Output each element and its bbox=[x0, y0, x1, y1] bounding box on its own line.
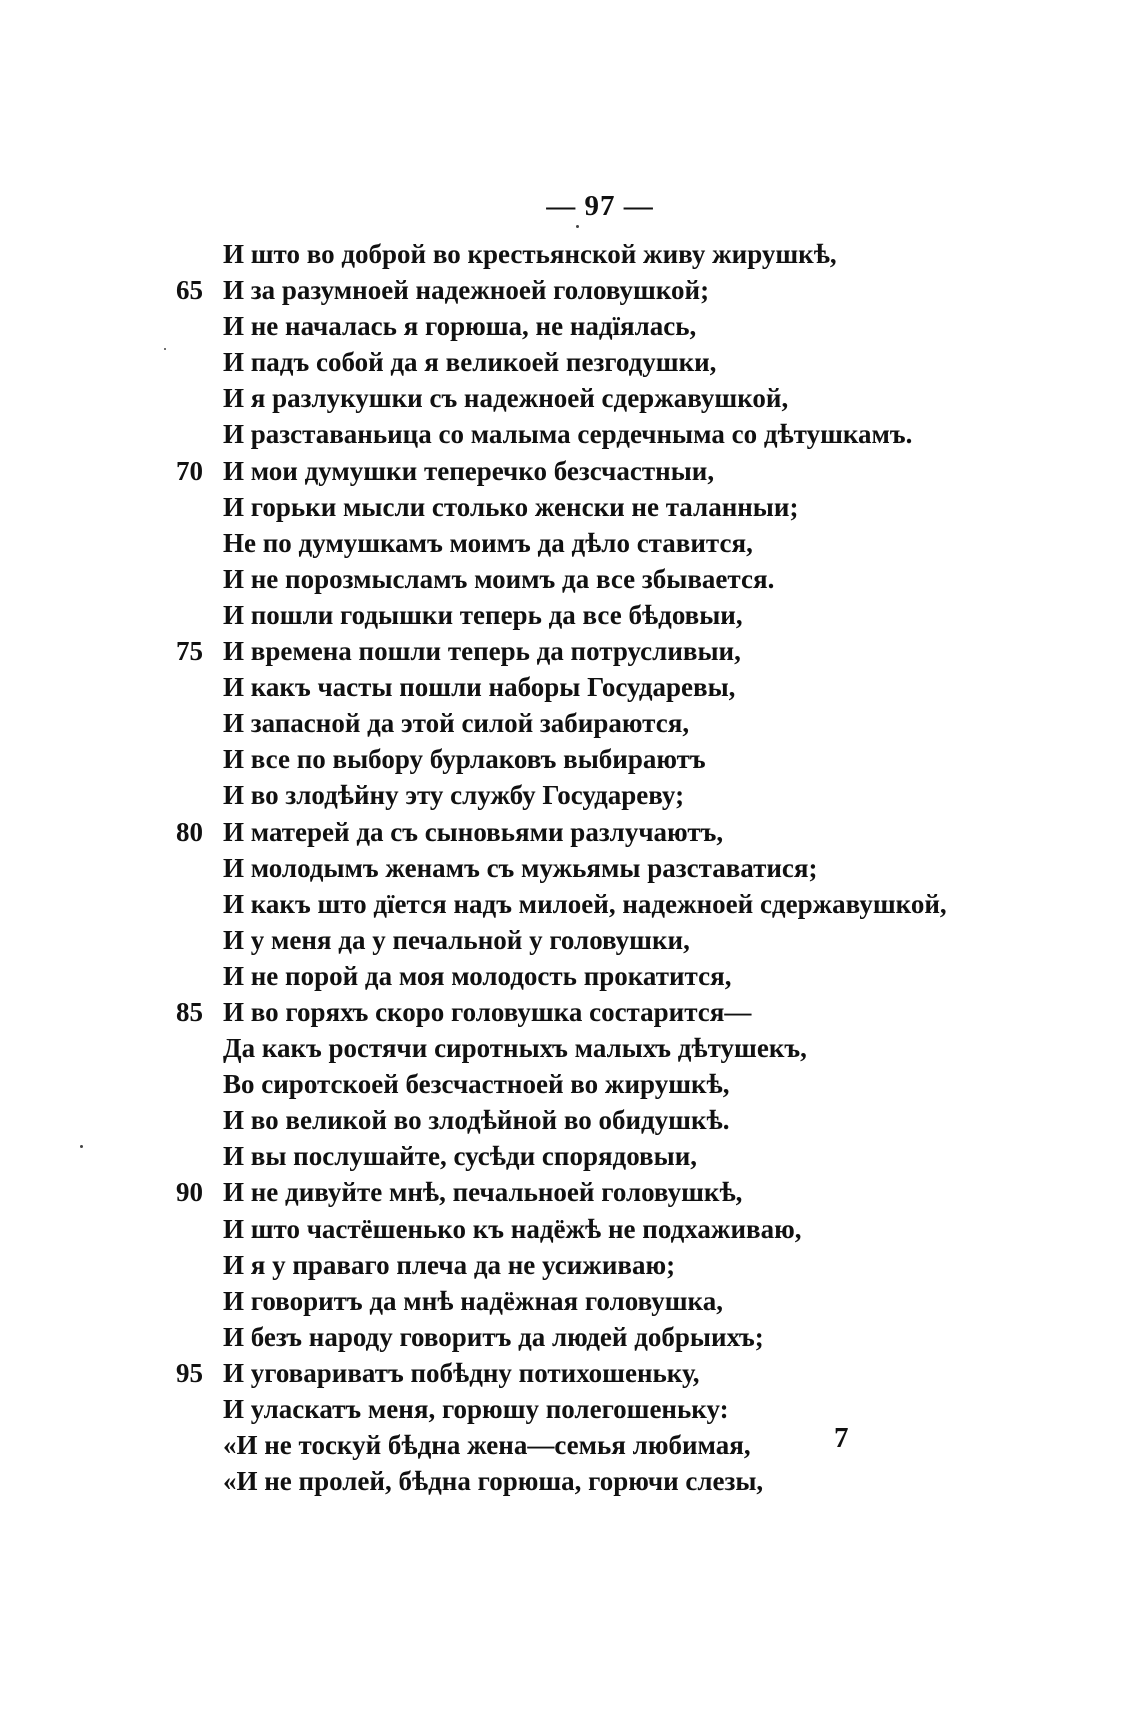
line-text: И пошли годышки теперь да все бѣдовыи, bbox=[223, 599, 743, 630]
dust-speck bbox=[576, 225, 579, 228]
poem-line bbox=[176, 1066, 1076, 1102]
poem-line bbox=[176, 1211, 1076, 1247]
line-text: И уговариватъ побѣдну потихошеньку, bbox=[223, 1357, 700, 1388]
line-text: И горьки мысли столько женски не таланныи; bbox=[223, 491, 799, 522]
line-text: И у меня да у печальной у головушки, bbox=[223, 924, 690, 955]
line-text: Да какъ ростячи сиротныхъ малыхъ дѣтушекъ, bbox=[223, 1033, 807, 1064]
poem-line bbox=[176, 741, 1076, 777]
poem-line bbox=[176, 236, 1076, 272]
poem-line bbox=[176, 1427, 1076, 1463]
poem-line bbox=[176, 994, 1076, 1030]
line-text: И не порой да моя молодость прокатится, bbox=[223, 960, 732, 991]
line-text: И во злодѣйну эту службу Государеву; bbox=[223, 780, 685, 811]
page-header bbox=[0, 190, 1140, 223]
poem-line bbox=[176, 1138, 1076, 1174]
poem-line bbox=[176, 669, 1076, 705]
line-text: И какъ што дїется надъ милоей, надежноей сдержавушкой, bbox=[223, 888, 947, 919]
poem-line bbox=[176, 958, 1076, 994]
poem-line bbox=[176, 1463, 1076, 1499]
poem-line bbox=[176, 380, 1076, 416]
line-number: 95 bbox=[176, 1357, 203, 1388]
line-number: 70 bbox=[176, 455, 203, 486]
poem-line bbox=[176, 922, 1076, 958]
poem-line bbox=[176, 597, 1076, 633]
line-number: 80 bbox=[176, 816, 203, 847]
line-text: И не дивуйте мнѣ, печальноей головушкѣ, bbox=[223, 1177, 743, 1208]
line-text: И во горяхъ скоро головушка состарится— bbox=[223, 996, 752, 1027]
poem-body bbox=[176, 236, 1076, 1499]
poem-line bbox=[176, 561, 1076, 597]
line-text: Не по думушкамъ моимъ да дѣло ставится, bbox=[223, 527, 753, 558]
poem-line bbox=[176, 1247, 1076, 1283]
line-text: И я у праваго плеча да не усиживаю; bbox=[223, 1249, 676, 1280]
poem-line bbox=[176, 489, 1076, 525]
poem-line bbox=[176, 886, 1076, 922]
poem-line bbox=[176, 453, 1076, 489]
line-text: «И не пролей, бѣдна горюша, горючи слезы, bbox=[223, 1466, 764, 1497]
poem-line bbox=[176, 1174, 1076, 1210]
line-number: 75 bbox=[176, 636, 203, 667]
line-number: 85 bbox=[176, 996, 203, 1027]
line-text: И молодымъ женамъ съ мужьямы разставатися; bbox=[223, 852, 818, 883]
line-text: И не порозмысламъ моимъ да все збывается. bbox=[223, 563, 775, 594]
poem-line bbox=[176, 525, 1076, 561]
poem-line bbox=[176, 633, 1076, 669]
page-number: — 97 — bbox=[546, 190, 654, 222]
line-text: И разставаньица со малыма сердечныма со дѣтушкамъ. bbox=[223, 419, 913, 450]
poem-line bbox=[176, 705, 1076, 741]
line-text: И запасной да этой силой забираются, bbox=[223, 708, 690, 739]
poem-line bbox=[176, 1283, 1076, 1319]
line-text: И времена пошли теперь да потрусливыи, bbox=[223, 636, 741, 667]
poem-line bbox=[176, 1355, 1076, 1391]
line-text: И уласкатъ меня, горюшу полегошеньку: bbox=[223, 1394, 729, 1424]
poem-line bbox=[176, 777, 1076, 813]
line-text: И все по выбору бурлаковъ выбираютъ bbox=[223, 744, 706, 775]
line-text: И мои думушки теперечко безсчастныи, bbox=[223, 455, 715, 486]
poem-line bbox=[176, 308, 1076, 344]
poem-line bbox=[176, 1030, 1076, 1066]
line-text: И што частёшенько къ надёжѣ не подхаживаю, bbox=[223, 1213, 802, 1244]
poem-line bbox=[176, 272, 1076, 308]
signature-mark: 7 bbox=[834, 1422, 849, 1454]
line-text: И за разумноей надежноей головушкой; bbox=[223, 275, 710, 306]
line-text: И што во доброй во крестьянской живу жирушкѣ, bbox=[223, 239, 837, 269]
line-text: И вы послушайте, сусѣди спорядовыи, bbox=[223, 1141, 698, 1172]
poem-line bbox=[176, 344, 1076, 380]
line-text: И какъ часты пошли наборы Государевы, bbox=[223, 672, 736, 703]
dust-speck bbox=[164, 348, 166, 350]
poem-line bbox=[176, 850, 1076, 886]
line-text: И безъ народу говоритъ да людей добрыихъ; bbox=[223, 1321, 764, 1352]
poem-line bbox=[176, 1102, 1076, 1138]
line-text: Во сиротскоей безсчастноей во жирушкѣ, bbox=[223, 1069, 730, 1100]
line-number: 90 bbox=[176, 1177, 203, 1208]
dust-speck bbox=[80, 1145, 83, 1148]
poem-line bbox=[176, 1319, 1076, 1355]
poem-line bbox=[176, 1391, 1076, 1427]
line-text: И матерей да съ сыновьями разлучаютъ, bbox=[223, 816, 724, 847]
line-number: 65 bbox=[176, 275, 203, 306]
line-text: И во великой во злодѣйной во обидушкѣ. bbox=[223, 1105, 730, 1136]
line-text: И говоритъ да мнѣ надёжная головушка, bbox=[223, 1285, 723, 1316]
line-text: И я разлукушки съ надежноей сдержавушкой, bbox=[223, 383, 789, 414]
line-text: И не началась я горюша, не надїялась, bbox=[223, 311, 697, 342]
poem-line bbox=[176, 416, 1076, 452]
poem-line bbox=[176, 814, 1076, 850]
line-text: «И не тоскуй бѣдна жена—семья любимая, bbox=[223, 1430, 751, 1461]
line-text: И падъ собой да я великоей пезгодушки, bbox=[223, 347, 717, 378]
